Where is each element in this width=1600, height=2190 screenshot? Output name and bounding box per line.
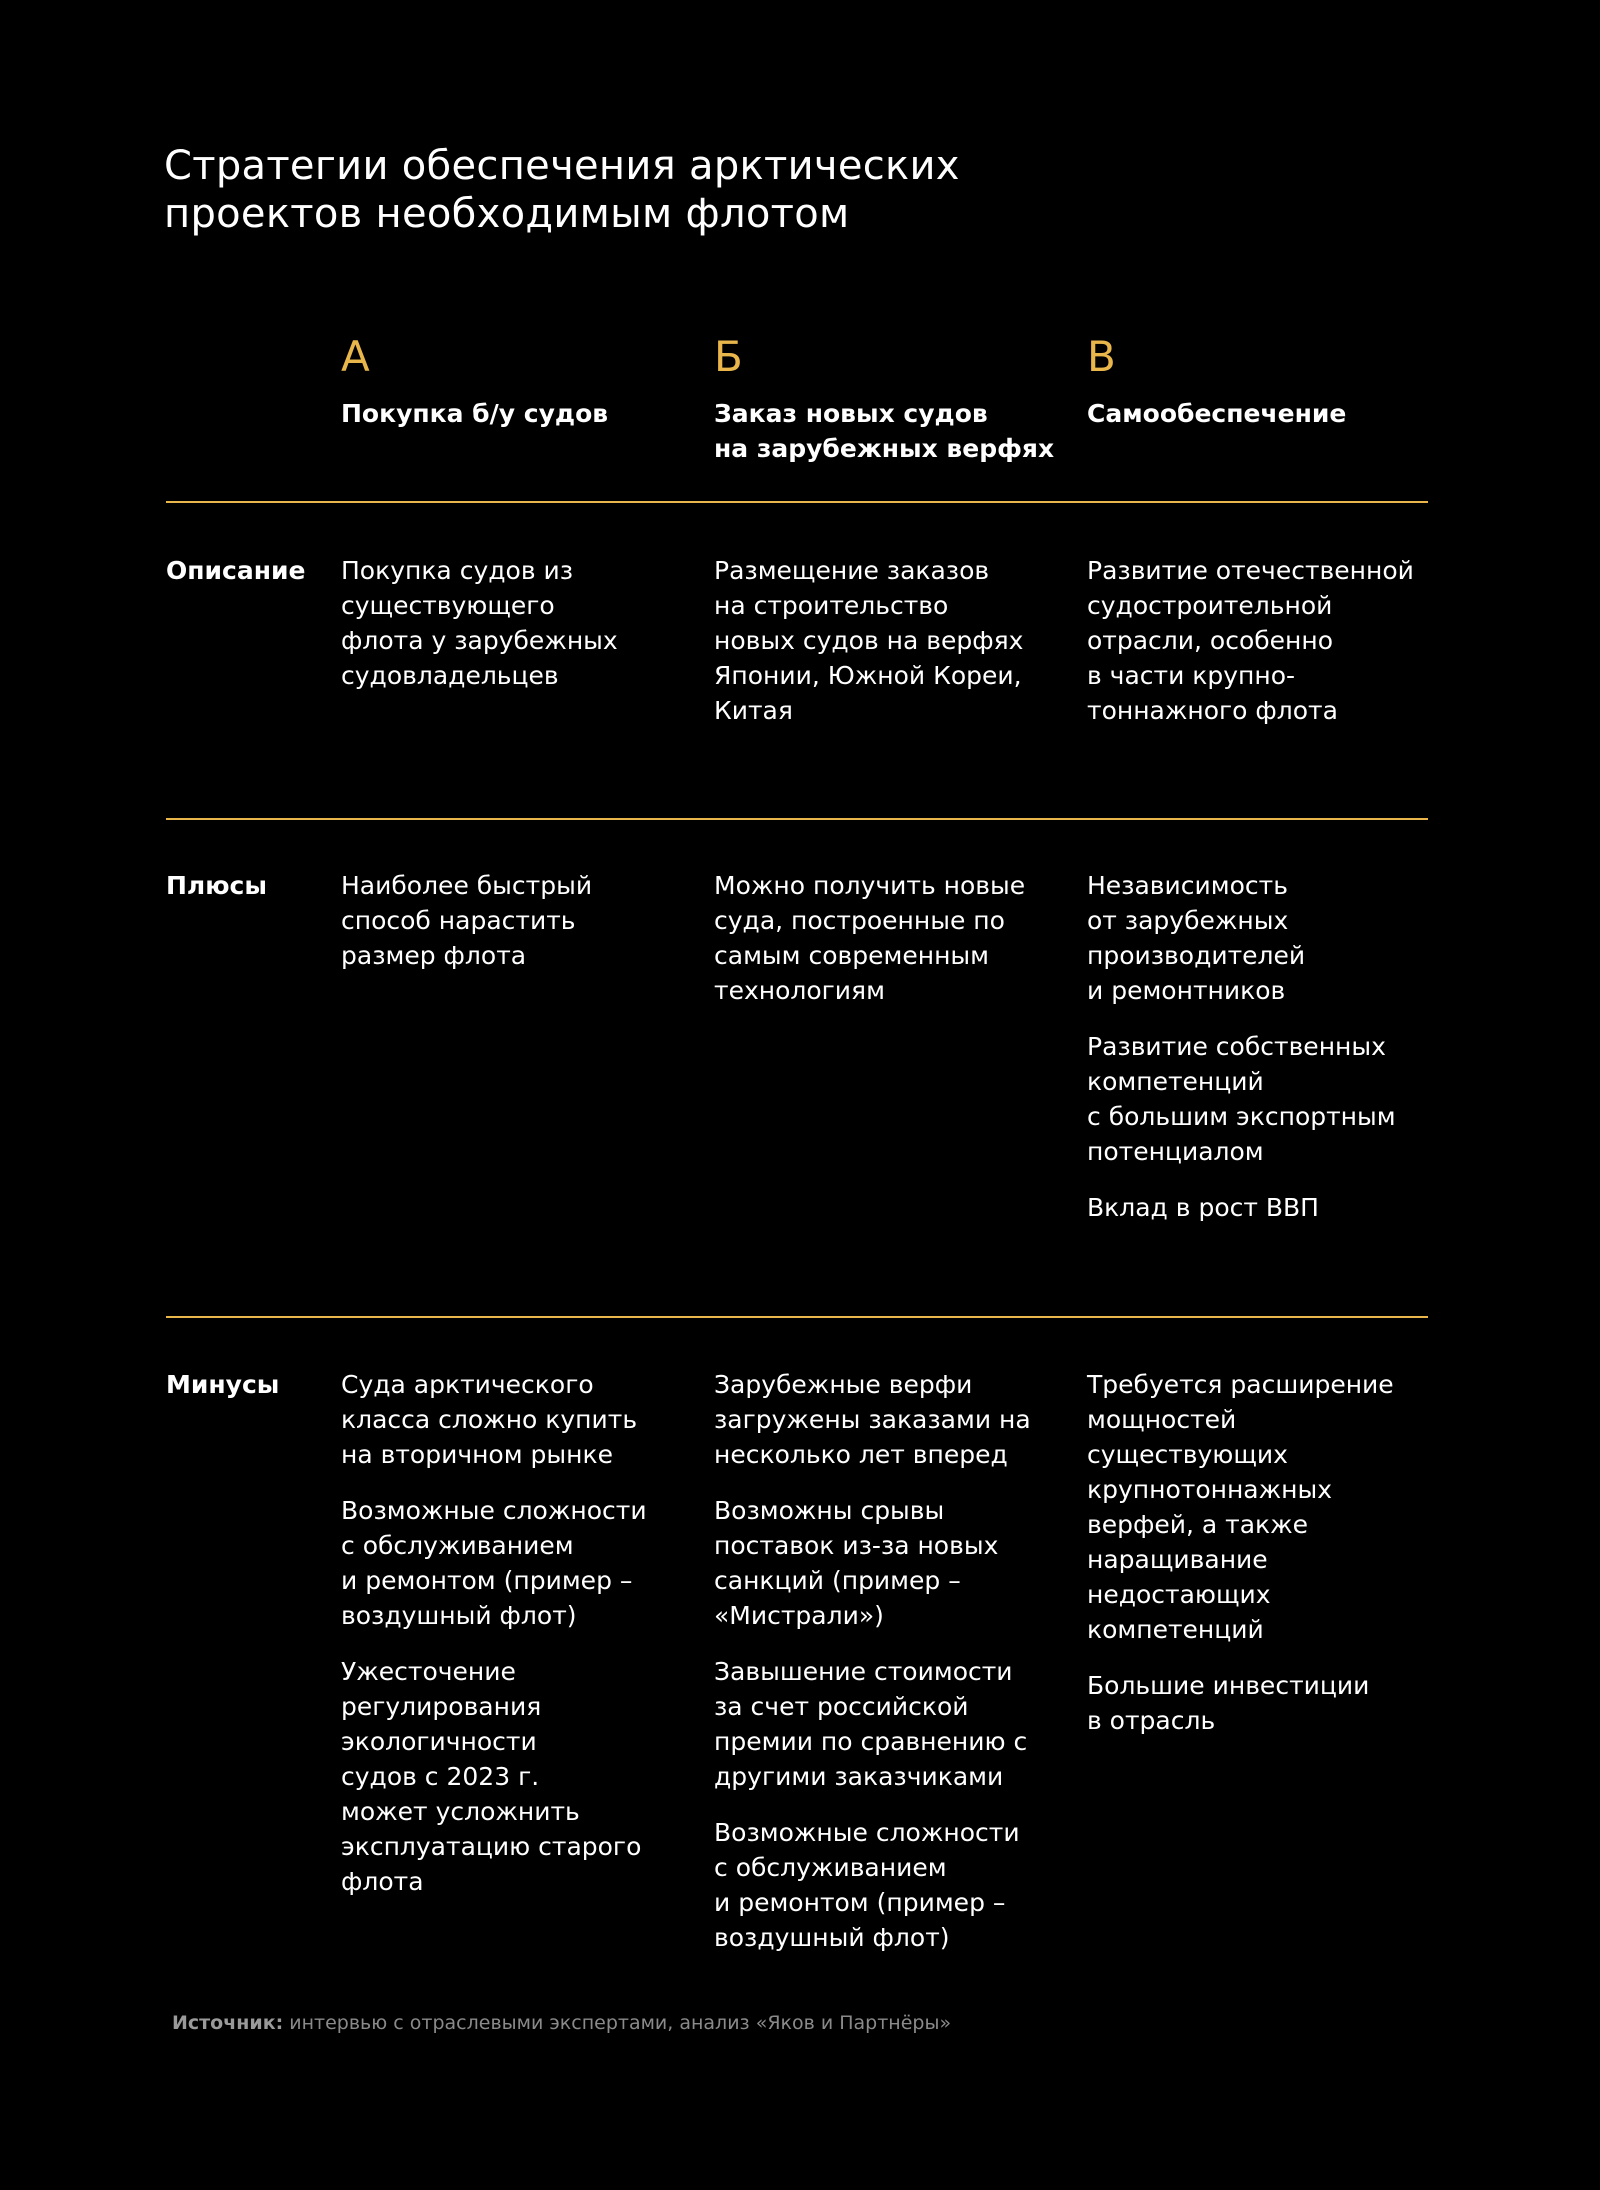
column-name-a: Покупка б/у судов — [341, 399, 609, 428]
cell-paragraph: Размещение заказов на строительство новых судов на верфях Японии, Южной Кореи, Китая — [714, 556, 1024, 725]
cell-paragraph: Развитие отечественной судостроительной отрасли, особенно в части крупно- тоннажного флота — [1087, 556, 1414, 725]
cell-pros-a — [341, 868, 686, 973]
cell-paragraph: Ужесточение регулирования экологичности судов с 2023 г. может усложнить эксплуатацию старого флота — [341, 1657, 642, 1896]
cell-paragraph: Суда арктического класса сложно купить на вторичном рынке — [341, 1370, 638, 1469]
source-text: интервью с отраслевыми экспертами, анализ «Яков и Партнёры» — [283, 2012, 952, 2034]
cell-cons-b — [714, 1367, 1059, 1955]
row-label-description: Описание — [166, 556, 306, 585]
cell-paragraph: Зарубежные верфи загружены заказами на несколько лет вперед — [714, 1370, 1031, 1469]
column-name-b: Заказ новых судов на зарубежных верфях — [714, 399, 1055, 463]
cell-paragraph: Возможные сложности с обслуживанием и ремонтом (пример – воздушный флот) — [341, 1496, 647, 1630]
cell-description-b — [714, 553, 1059, 728]
cell-pros-v — [1087, 868, 1432, 1225]
cell-paragraph: Возможные сложности с обслуживанием и ремонтом (пример – воздушный флот) — [714, 1818, 1020, 1952]
cell-paragraph: Наиболее быстрый способ нарастить размер флота — [341, 871, 593, 970]
cell-pros-b — [714, 868, 1059, 1008]
cell-description-v — [1087, 553, 1432, 728]
cell-cons-v — [1087, 1367, 1432, 1738]
cell-paragraph: Требуется расширение мощностей существующих крупнотоннажных верфей, а также наращивание недостающих компетенций — [1087, 1370, 1394, 1644]
divider-header — [166, 501, 1428, 503]
source-label: Источник: — [172, 2012, 284, 2034]
row-label-cons: Минусы — [166, 1370, 280, 1399]
cell-paragraph: Большие инвестиции в отрасль — [1087, 1671, 1370, 1735]
cell-paragraph: Завышение стоимости за счет российской премии по сравнению с другими заказчиками — [714, 1657, 1028, 1791]
cell-cons-a — [341, 1367, 686, 1899]
divider-description — [166, 818, 1428, 820]
column-letter-a: А — [341, 332, 370, 381]
source-note — [172, 2010, 951, 2036]
divider-pros — [166, 1316, 1428, 1318]
cell-paragraph: Развитие собственных компетенций с большим экспортным потенциалом — [1087, 1032, 1396, 1166]
cell-paragraph: Независимость от зарубежных производителей и ремонтников — [1087, 871, 1306, 1005]
cell-paragraph: Покупка судов из существующего флота у зарубежных судовладельцев — [341, 556, 618, 690]
column-name-v: Самообеспечение — [1087, 399, 1347, 428]
column-letter-v: В — [1087, 332, 1116, 381]
cell-paragraph: Можно получить новые суда, построенные по самым современным технологиям — [714, 871, 1026, 1005]
page-title: Стратегии обеспечения арктических проектов необходимым флотом — [164, 143, 960, 237]
cell-description-a — [341, 553, 686, 693]
row-label-pros: Плюсы — [166, 871, 267, 900]
cell-paragraph: Вклад в рост ВВП — [1087, 1193, 1319, 1222]
column-letter-b: Б — [714, 332, 743, 381]
cell-paragraph: Возможны срывы поставок из-за новых санкций (пример – «Мистрали») — [714, 1496, 999, 1630]
